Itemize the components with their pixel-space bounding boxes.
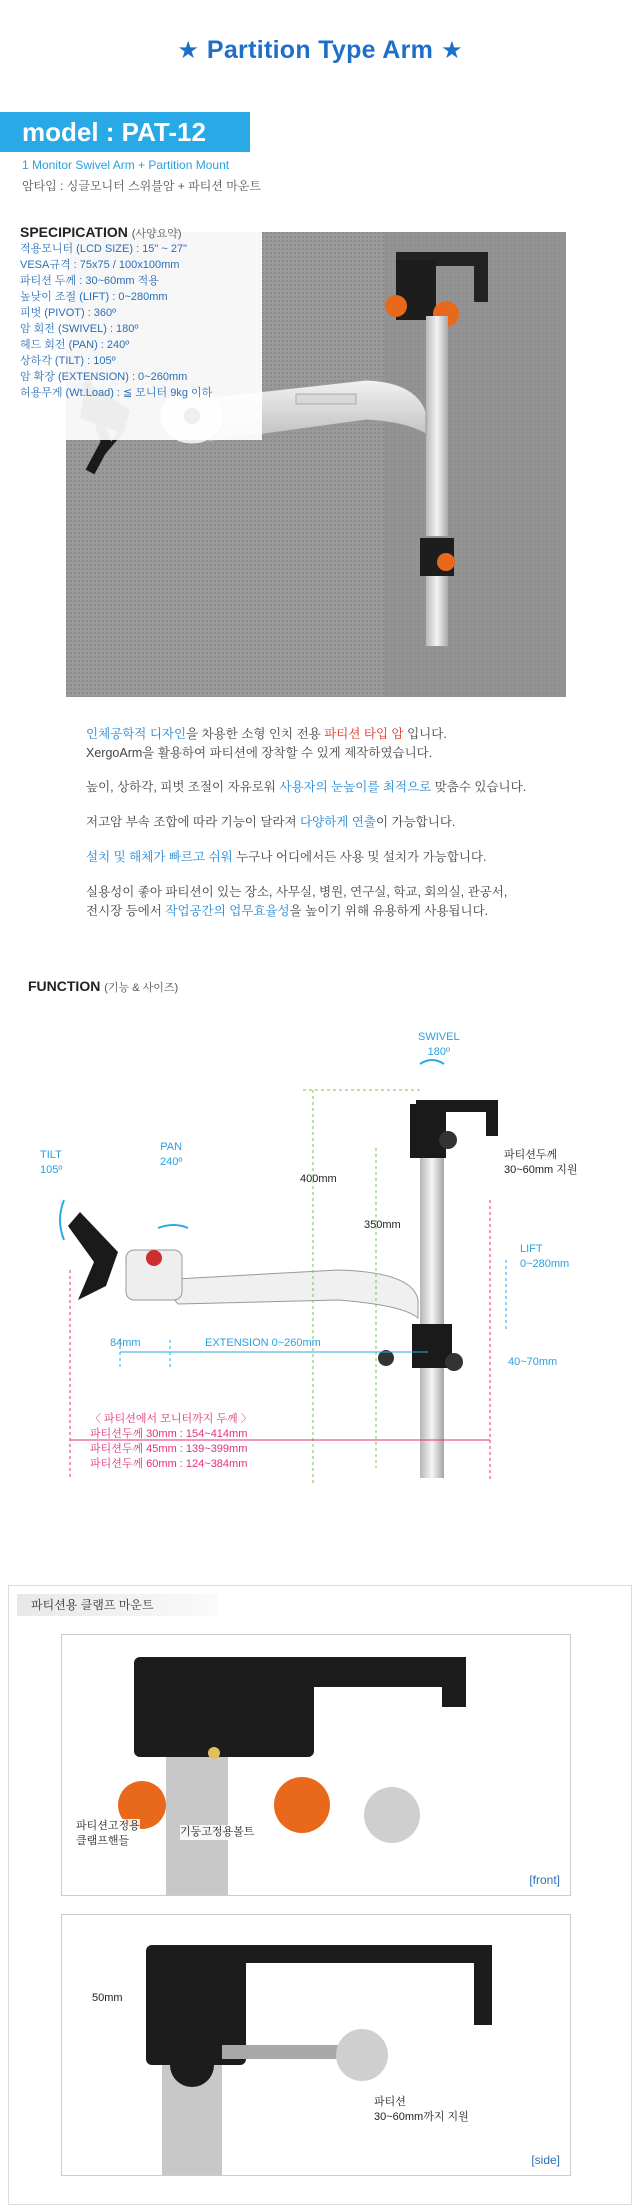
height-350-label: 350mm <box>364 1219 401 1231</box>
function-title-kr: (기능 & 사이즈) <box>104 982 179 994</box>
desc-text: 전시장 등에서 <box>86 904 166 918</box>
clamp-tab: 파티션용 클램프 마운트 <box>17 1594 217 1616</box>
partition-thickness-label <box>504 1148 578 1178</box>
function-diagram <box>8 1000 632 1565</box>
lift-text: LIFT <box>520 1243 543 1255</box>
spec-row: 파티션 두께 : 30~60mm 적용 <box>20 275 159 287</box>
partition-thickness-text: 파티션두께 <box>504 1149 558 1161</box>
model-bar: model : PAT-12 <box>0 112 250 152</box>
desc-paragraph-1 <box>86 725 606 763</box>
desc-paragraph-4 <box>86 848 606 867</box>
side-tag: [side] <box>531 2153 560 2167</box>
front-tag: [front] <box>529 1873 560 1887</box>
spec-title-text: SPECIPICATION <box>20 224 128 240</box>
swivel-value: 180º <box>427 1046 450 1058</box>
desc-highlight: 다양하게 연출 <box>300 815 376 829</box>
desc-text: 실용성이 좋아 파티션이 있는 장소, 사무실, 병원, 연구실, 학교, 회의실, 관공서, <box>86 885 508 899</box>
spec-row: VESA규격 : 75x75 / 100x100mm <box>20 259 180 271</box>
star-icon: ★ <box>177 36 199 64</box>
tilt-text: TILT <box>40 1149 62 1161</box>
desc-text: 높이, 상하각, 피벗 조절이 자유로워 <box>86 780 280 794</box>
desc-highlight: 사용자의 눈높이를 최적으로 <box>279 780 432 794</box>
tilt-label <box>40 1148 62 1178</box>
distance-row: 파티션두께 30mm : 154~414mm <box>90 1428 248 1440</box>
desc-highlight: 작업공간의 업무효율성 <box>165 904 290 918</box>
spec-row: 암 회전 (SWIVEL) : 180º <box>20 323 139 335</box>
desc-text: 저고암 부속 조합에 따라 기능이 달라져 <box>86 815 301 829</box>
clamp-front-illustration <box>62 1635 571 1896</box>
extension-label: EXTENSION 0~260mm <box>205 1337 321 1349</box>
page-title: Partition Type Arm <box>206 35 434 64</box>
distance-row: 파티션두께 45mm : 139~399mm <box>90 1443 248 1455</box>
desc-paragraph-2 <box>86 778 606 797</box>
desc-paragraph-3 <box>86 813 606 832</box>
spec-title-kr: (사양요약) <box>131 228 182 240</box>
swivel-text: SWIVEL <box>418 1031 460 1043</box>
spec-box <box>12 220 262 440</box>
desc-text: 을 차용한 소형 인치 전용 <box>186 727 325 741</box>
desc-text: 이 가능합니다. <box>375 815 456 829</box>
function-title-text: FUNCTION <box>28 978 101 994</box>
desc-highlight: 인체공학적 디자인 <box>86 727 187 741</box>
front-bolt-label: 기둥고정용볼트 <box>180 1826 255 1838</box>
spec-row: 상하각 (TILT) : 105º <box>20 355 116 367</box>
front-handle-label: 파티션고정용 클램프핸들 <box>76 1820 140 1847</box>
distance-title: 〈 파티션에서 모니터까지 두께 〉 <box>90 1413 252 1425</box>
pan-text: PAN <box>160 1141 183 1153</box>
spec-row: 높낮이 조절 (LIFT) : 0~280mm <box>20 291 168 303</box>
spec-row: 암 확장 (EXTENSION) : 0~260mm <box>20 371 188 383</box>
desc-text: 을 높이기 위해 유용하게 사용됩니다. <box>289 904 489 918</box>
desc-highlight: 설치 및 해체가 빠르고 쉬워 <box>86 850 233 864</box>
desc-paragraph-5 <box>86 883 606 921</box>
model-subtitle-kr: 암타입 : 싱글모니터 스위블암 + 파티션 마운트 <box>22 179 262 193</box>
desc-text: XergoArm을 활용하여 파티션에 장착할 수 있게 제작하였습니다. <box>86 746 433 760</box>
clamp-width-label: 40~70mm <box>508 1356 558 1368</box>
side-50mm-label: 50mm <box>92 1992 123 2004</box>
d84-label: 84mm <box>110 1337 141 1349</box>
clamp-side-photo <box>61 1914 571 2176</box>
model-subtitle-en: 1 Monitor Swivel Arm + Partition Mount <box>22 158 230 172</box>
star-icon: ★ <box>441 36 463 64</box>
desc-text: 누구나 어디에서든 사용 및 설치가 가능합니다. <box>232 850 487 864</box>
distance-row: 파티션두께 60mm : 124~384mm <box>90 1458 248 1470</box>
tilt-value: 105º <box>40 1164 63 1176</box>
clamp-front-photo <box>61 1634 571 1896</box>
spec-row: 피벗 (PIVOT) : 360º <box>20 307 117 319</box>
side-partition-label: 파티션 30~60mm까지 지원 <box>374 2096 469 2123</box>
lift-label <box>520 1242 569 1272</box>
swivel-label <box>418 1030 460 1060</box>
clamp-side-illustration <box>62 1915 571 2176</box>
partition-thickness-range: 30~60mm 지원 <box>504 1164 578 1176</box>
spec-title <box>20 224 254 241</box>
pan-value: 240º <box>160 1156 183 1168</box>
page-header <box>0 0 640 100</box>
pan-label <box>160 1140 182 1170</box>
spec-row: 헤드 회전 (PAN) : 240º <box>20 339 130 351</box>
distance-table <box>90 1412 252 1472</box>
spec-row: 적용모니터 (LCD SIZE) : 15" ~ 27" <box>20 243 188 255</box>
clamp-section <box>8 1585 632 2205</box>
lift-value: 0~280mm <box>520 1258 570 1270</box>
desc-text: 맞춤수 있습니다. <box>431 780 527 794</box>
function-title <box>28 978 178 995</box>
desc-text: 입니다. <box>403 727 447 741</box>
desc-highlight: 파티션 타입 암 <box>324 727 404 741</box>
height-400-label: 400mm <box>300 1173 337 1185</box>
spec-row: 허용무게 (Wt.Load) : ≦ 모니터 9kg 이하 <box>20 387 213 399</box>
